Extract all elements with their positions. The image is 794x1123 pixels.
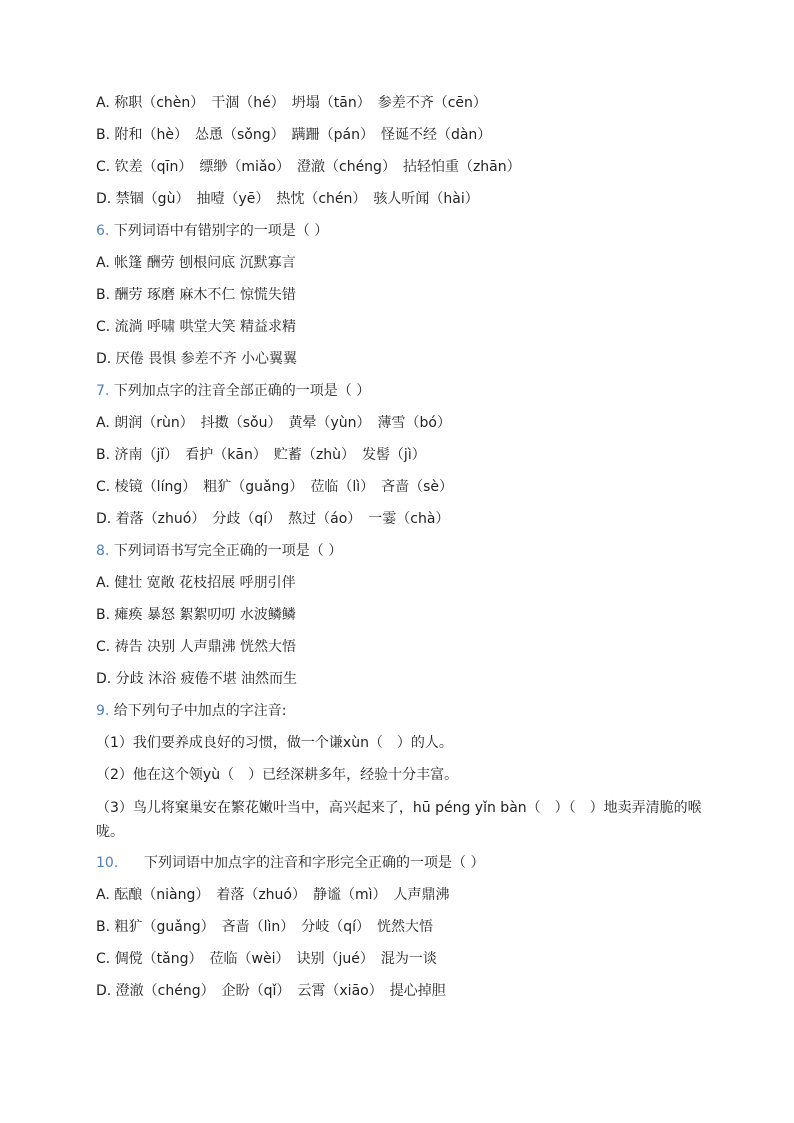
q8-option-c: C. 祷告 决别 人声鼎沸 恍然大悟 (96, 639, 297, 655)
question-10-number: 10. (96, 855, 119, 871)
question-content (96, 92, 706, 1012)
q7-option-c: C. 棱镜（líng） 粗犷（guǎng） 莅临（lì） 吝啬（sè） (96, 479, 453, 495)
q5-option-c: C. 钦差（qīn） 缥缈（miǎo） 澄澈（chéng） 拈轻怕重（zhān） (96, 159, 521, 175)
q7-option-a: A. 朗润（rùn） 抖擞（sǒu） 黄晕（yùn） 薄雪（bó） (96, 415, 451, 431)
question-6-text: 下列词语中有错别字的一项是（ ） (109, 223, 329, 239)
q9-subquestion-3: （3）鸟儿将窠巢安在繁花嫩叶当中，高兴起来了，hū péng yǐn bàn（ ）（ ）地卖弄清脆的喉咙。 (96, 800, 702, 840)
question-7-number: 7. (96, 383, 110, 399)
q10-option-a: A. 酝酿（niàng） 着落（zhuó） 静谧（mì） 人声鼎沸 (96, 887, 450, 903)
q9-subquestion-2: （2）他在这个领yù（ ）已经深耕多年，经验十分丰富。 (96, 767, 459, 783)
q10-option-d: D. 澄澈（chéng） 企盼（qǐ） 云霄（xiāo） 提心掉胆 (96, 983, 446, 999)
question-9-number: 9. (96, 703, 110, 719)
question-8-text: 下列词语书写完全正确的一项是（ ） (109, 543, 343, 559)
q9-subquestion-1: （1）我们要养成良好的习惯，做一个谦xùn（ ）的人。 (96, 735, 453, 751)
question-7 (96, 380, 706, 412)
q7-option-d: D. 着落（zhuó） 分歧（qí） 熬过（áo） 一霎（chà） (96, 511, 450, 527)
q8-option-d: D. 分歧 沐浴 疲倦不堪 油然而生 (96, 671, 298, 687)
q8-option-b: B. 瘫痪 暴怒 絮絮叨叨 水波鳞鳞 (96, 607, 296, 623)
q7-option-b: B. 济南（jǐ） 看护（kān） 贮蓄（zhù） 发髻（jì） (96, 447, 426, 463)
question-8-number: 8. (96, 543, 110, 559)
question-7-text: 下列加点字的注音全部正确的一项是（ ） (109, 383, 371, 399)
question-6-number: 6. (96, 223, 110, 239)
q5-option-d: D. 禁锢（gù） 抽噎（yē） 热忱（chén） 骇人听闻（hài） (96, 191, 479, 207)
q6-option-a: A. 帐篷 酬劳 刨根问底 沉默寡言 (96, 255, 296, 271)
question-8 (96, 540, 706, 572)
q8-option-a: A. 健壮 宽敞 花枝招展 呼朋引伴 (96, 575, 296, 591)
q6-option-d: D. 厌倦 畏惧 参差不齐 小心翼翼 (96, 351, 298, 367)
question-10-text: 下列词语中加点字的注音和字形完全正确的一项是（ ） (144, 855, 485, 871)
q5-option-a: A. 称职（chèn） 干涸（hé） 坍塌（tān） 参差不齐（cēn） (96, 95, 487, 111)
q5-option-b: B. 附和（hè） 怂恿（sǒng） 蹒跚（pán） 怪诞不经（dàn） (96, 127, 492, 143)
q10-option-b: B. 粗犷（guǎng） 吝啬（lìn） 分岐（qí） 恍然大悟 (96, 919, 434, 935)
q10-option-c: C. 倜傥（tǎng） 莅临（wèi） 诀别（jué） 混为一谈 (96, 951, 437, 967)
question-9 (96, 700, 706, 732)
question-10 (96, 852, 706, 884)
q6-option-b: B. 酬劳 琢磨 麻木不仁 惊慌失错 (96, 287, 296, 303)
q6-option-c: C. 流淌 呼啸 哄堂大笑 精益求精 (96, 319, 297, 335)
question-9-text: 给下列句子中加点的字注音: (109, 703, 287, 719)
question-6 (96, 220, 706, 252)
